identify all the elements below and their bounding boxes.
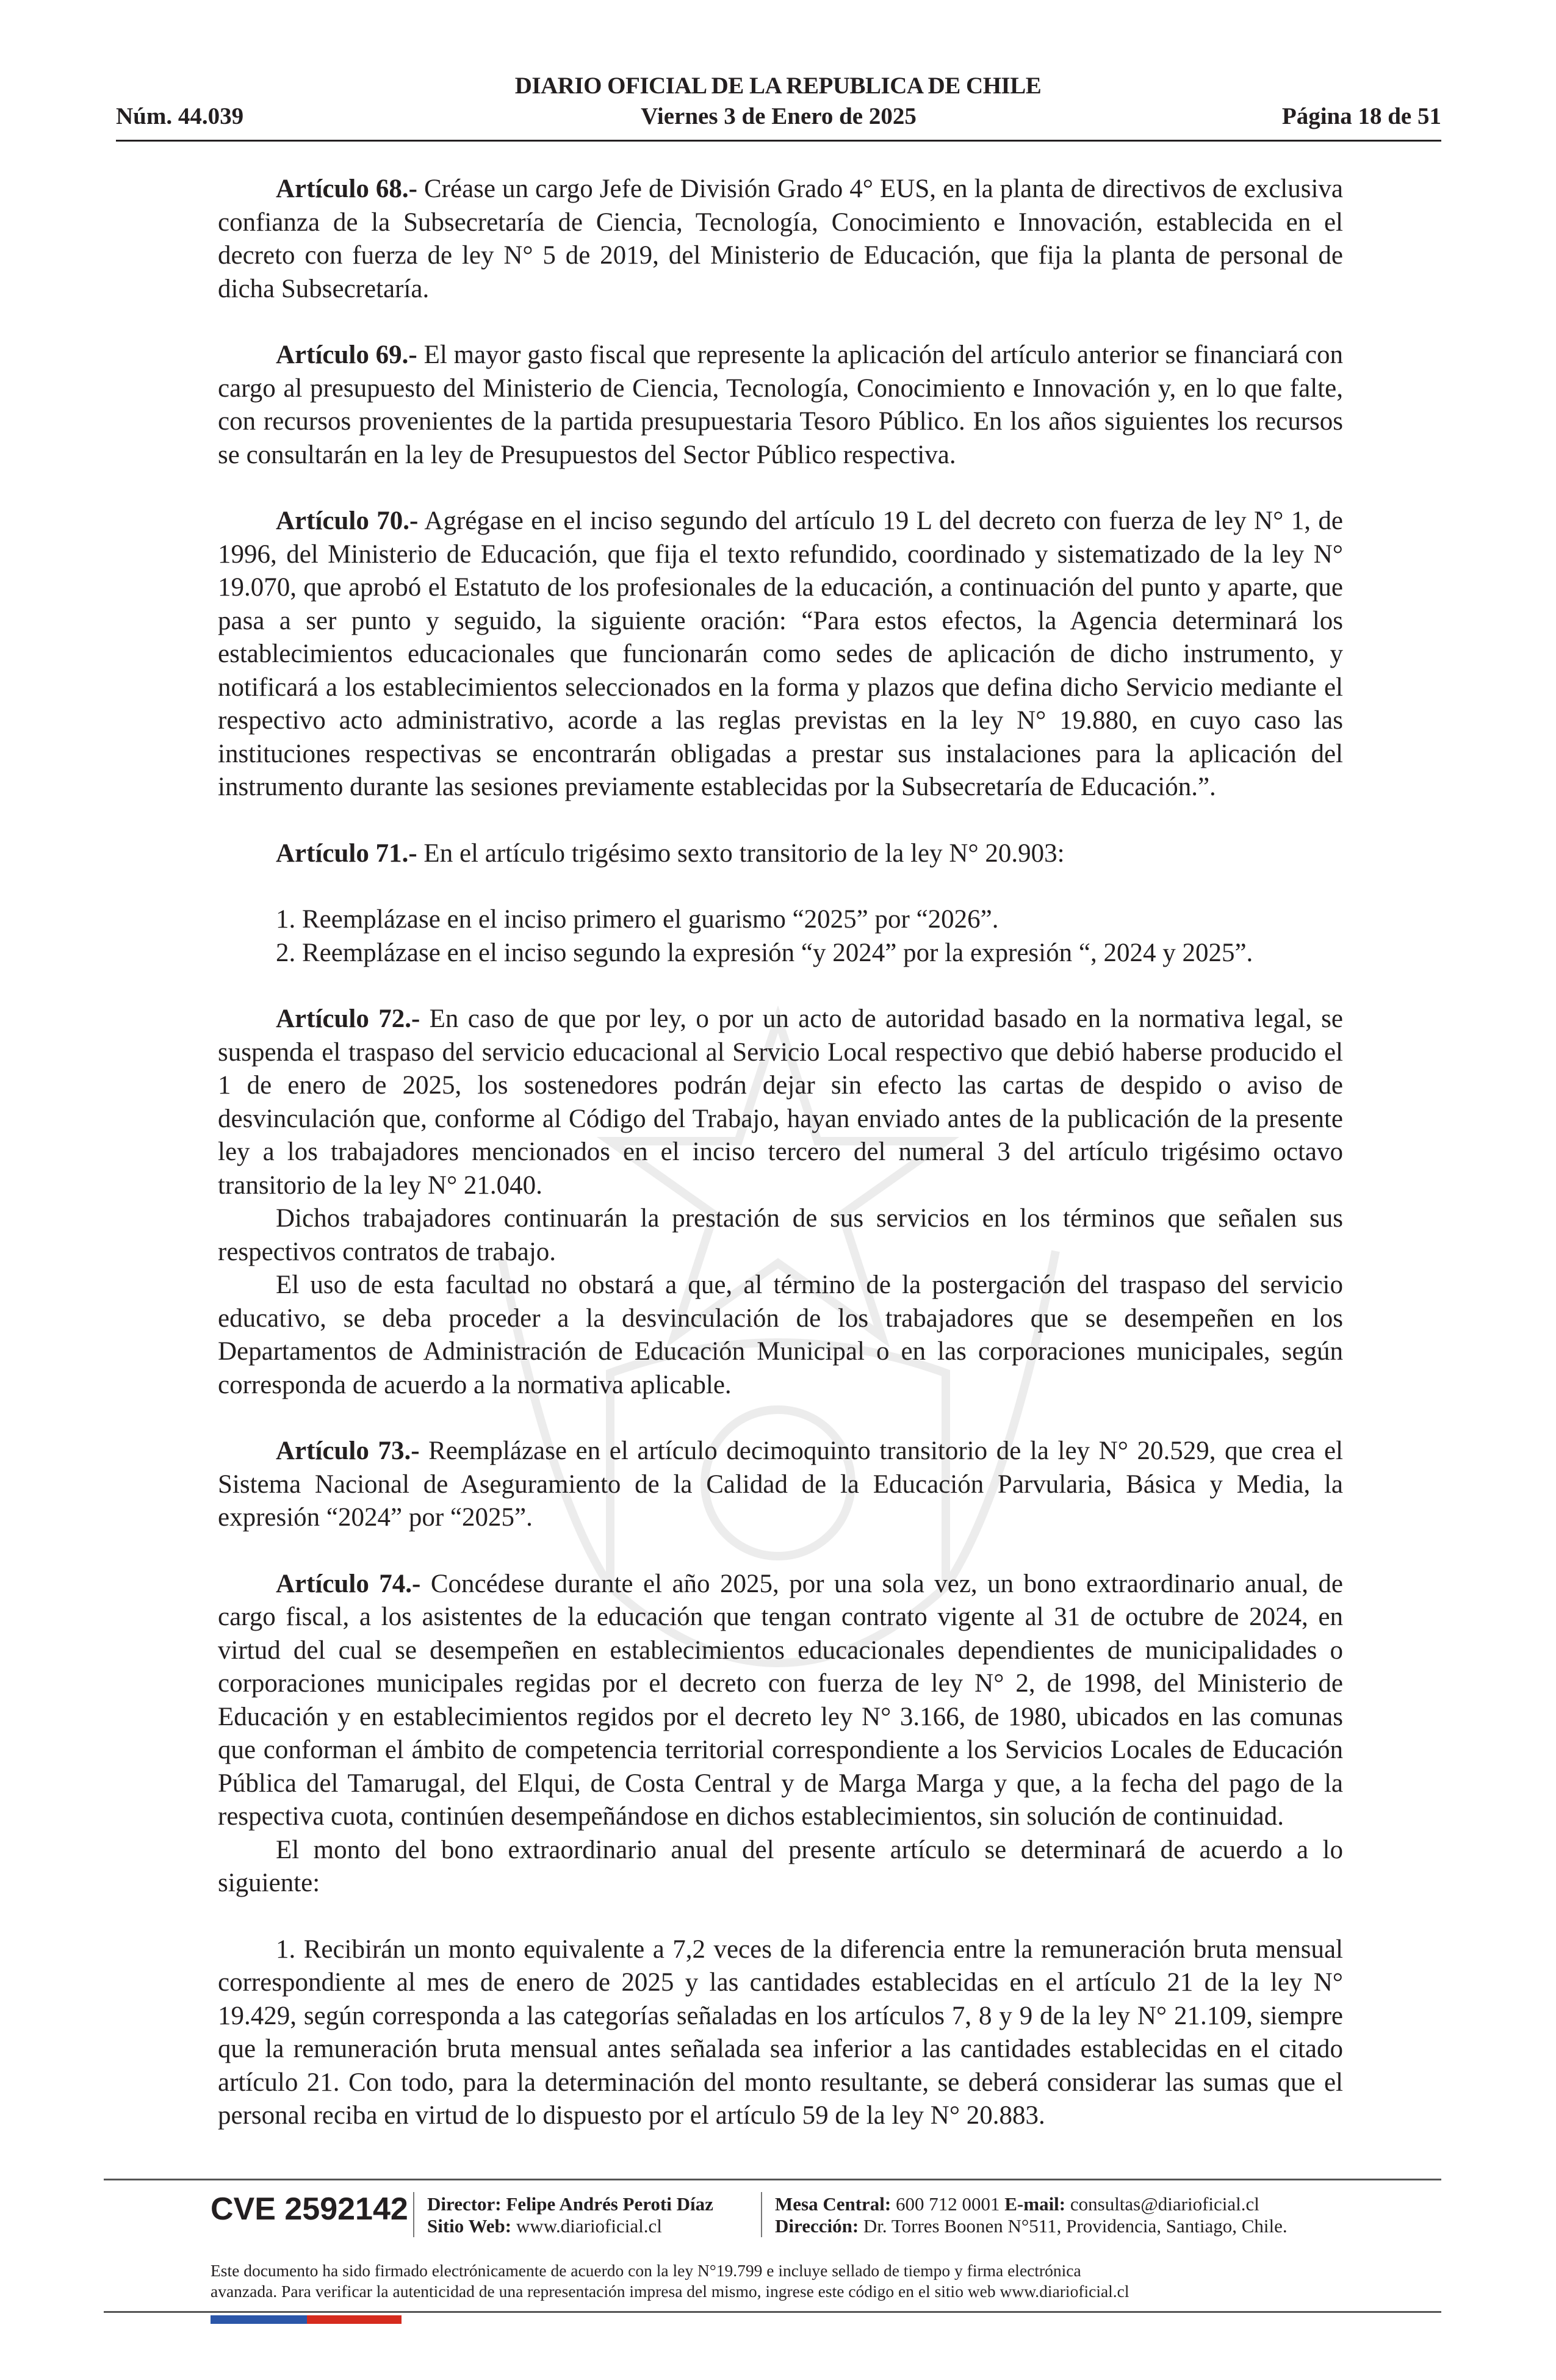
article-73	[218, 1435, 1343, 1535]
signature-note-line: Este documento ha sido firmado electrónicamente de acuerdo con la ley N°19.799 e incluye sellado de tiempo y firma electrónica	[211, 2261, 1081, 2280]
cve-code: CVE 2592142	[211, 2191, 408, 2227]
director-label: Director:	[427, 2193, 502, 2215]
list-item: 1. Reemplázase en el inciso primero el guarismo “2025” por “2026”.	[276, 905, 999, 934]
article-text: Agrégase en el inciso segundo del artículo 19 L del decreto con fuerza de ley N° 1, de 1996, del Ministerio de Educación, que fija el texto refundido, coordinado y sistematizado de la ley N° 19.070, que aprobó el Estatuto de los profesionales de la educación, a continuación del punto y aparte, que pasa a ser punto y seguido, la siguiente oración: “Para estos efectos, la Agencia determinará los establecimientos educacionales que funcionarán como sedes de aplicación de dicho instrumento, y notificará a los establecimientos seleccionados en la forma y plazos que defina dicho Servicio mediante el respectivo acto administrativo, acorde a las reglas previstas en la ley N° 19.880, en cuyo caso las instituciones respectivas se encontrarán obligadas a prestar sus instalaciones para la aplicación del instrumento durante las sesiones previamente establecidas por la Subsecretaría de Educación.”.	[218, 507, 1343, 801]
article-text: En el artículo trigésimo sexto transitorio de la ley N° 20.903:	[417, 838, 1065, 868]
email-label: E-mail:	[1004, 2193, 1066, 2215]
newspaper-title: DIARIO OFICIAL DE LA REPUBLICA DE CHILE	[514, 73, 1042, 99]
list-item: 2. Reemplázase en el inciso segundo la expresión “y 2024” por la expresión “, 2024 y 2025”.	[276, 938, 1253, 967]
site-link[interactable]: www.diarioficial.cl	[516, 2215, 662, 2237]
footer-contact-block	[775, 2193, 1288, 2237]
paragraph: El uso de esta facultad no obstará a que, al término de la postergación del traspaso del servicio educativo, se deba proceder a la desvinculación de los trabajadores que se desempeñen en los Departamentos de Administración de Educación Municipal o en las corporaciones municipales, según corresponda de acuerdo a la normativa aplicable.	[218, 1271, 1343, 1399]
article-text: El mayor gasto fiscal que represente la aplicación del artículo anterior se financiará con cargo al presupuesto del Ministerio de Ciencia, Tecnología, Conocimiento e Innovación y, en lo que falte, con recursos provenientes de la partida presupuestaria Tesoro Público. En los años siguientes los recursos se consultarán en la ley de Presupuestos del Sector Público respectiva.	[218, 341, 1343, 469]
article-title: Artículo 74.-	[276, 1569, 421, 1598]
article-title: Artículo 69.-	[276, 341, 417, 369]
article-69	[218, 339, 1343, 472]
footer-separator	[761, 2192, 762, 2237]
document-body	[218, 173, 1343, 2133]
article-title: Artículo 73.-	[276, 1437, 420, 1465]
article-title: Artículo 70.-	[276, 507, 419, 535]
article-title: Artículo 71.-	[276, 838, 417, 868]
article-72	[218, 1003, 1343, 1202]
mesa-phone: 600 712 0001	[896, 2193, 1000, 2215]
director-name: Felipe Andrés Peroti Díaz	[506, 2193, 713, 2215]
signature-note-line: avanzada. Para verificar la autenticidad de una representación impresa del mismo, ingrese este código en el sitio web www.diarioficial.cl	[211, 2282, 1129, 2301]
article-71	[218, 837, 1343, 871]
issue-number: Núm. 44.039	[116, 103, 244, 129]
article-text: En caso de que por ley, o por un acto de autoridad basado en la normativa legal, se suspenda el traspaso del servicio educacional al Servicio Local respectivo que debió haberse producido el 1 de enero de 2025, los sostenedores podrán dejar sin efecto las cartas de despido o aviso de desvinculación que, conforme al Código del Trabajo, hayan enviado antes de la publicación de la presente ley a los trabajadores mencionados en el inciso tercero del numeral 3 del artículo trigésimo octavo transitorio de la ley N° 21.040.	[218, 1004, 1343, 1200]
footer-divider-top	[104, 2179, 1441, 2180]
article-title: Artículo 68.-	[276, 175, 417, 203]
address-text: Dr. Torres Boonen N°511, Providencia, Santiago, Chile.	[863, 2215, 1288, 2237]
address-label: Dirección:	[775, 2215, 859, 2237]
page-number: Página 18 de 51	[1281, 103, 1441, 129]
paragraph: Dichos trabajadores continuarán la prestación de sus servicios en los términos que señalen sus respectivos contratos de trabajo.	[218, 1204, 1343, 1266]
flag-stripe-blue	[211, 2315, 307, 2324]
email-link[interactable]: consultas@diarioficial.cl	[1070, 2193, 1259, 2215]
header-row	[116, 103, 1441, 133]
article-74	[218, 1568, 1343, 1834]
list-item: 1. Recibirán un monto equivalente a 7,2 veces de la diferencia entre la remuneración bruta mensual correspondiente al mes de enero de 2025 y las cantidades establecidas en el artículo 21 de la ley N° 19.429, según corresponda a las categorías señaladas en los artículos 7, 8 y 9 de la ley N° 21.109, siempre que la remuneración bruta mensual antes señalada sea inferior a las cantidades establecidas en el citado artículo 21. Con todo, para la determinación del monto resultante, se deberá considerar las sumas que el personal reciba en virtud de lo dispuesto por el artículo 59 de la ley N° 20.883.	[218, 1935, 1343, 2130]
article-70	[218, 505, 1343, 804]
header-divider	[116, 140, 1441, 142]
signature-note	[211, 2260, 1339, 2302]
article-text: Créase un cargo Jefe de División Grado 4° EUS, en la planta de directivos de exclusiva confianza de la Subsecretaría de Ciencia, Tecnología, Conocimiento e Innovación, establecida en el decreto con fuerza de ley N° 5 de 2019, del Ministerio de Educación, que fija la planta de personal de dicha Subsecretaría.	[218, 175, 1343, 303]
paragraph: El monto del bono extraordinario anual del presente artículo se determinará de acuerdo a lo siguiente:	[218, 1835, 1343, 1897]
article-text: Reemplázase en el artículo decimoquinto transitorio de la ley N° 20.529, que crea el Sistema Nacional de Aseguramiento de la Calidad de la Educación Parvularia, Básica y Media, la expresión “2024” por “2025”.	[218, 1437, 1343, 1532]
footer-separator	[413, 2192, 414, 2237]
footer-director-block	[427, 2193, 713, 2237]
mesa-label: Mesa Central:	[775, 2193, 891, 2215]
footer-divider-bottom	[104, 2311, 1441, 2313]
article-text: Concédese durante el año 2025, por una sola vez, un bono extraordinario anual, de cargo fiscal, a los asistentes de la educación que tengan contrato vigente al 31 de octubre de 2024, en virtud del cual se desempeñen en establecimientos educacionales dependientes de municipalidades o corporaciones municipales regidas por el decreto con fuerza de ley N° 2, de 1998, del Ministerio de Educación y en establecimientos regidos por el decreto ley N° 3.166, de 1980, ubicados en las comunas que conforman el ámbito de competencia territorial correspondiente a los Servicios Locales de Educación Pública del Tamarugal, del Elqui, de Costa Central y de Marga Marga y que, a la fecha del pago de la respectiva cuota, continúen desempeñándose en dichos establecimientos, sin solución de continuidad.	[218, 1569, 1343, 1831]
article-68	[218, 173, 1343, 306]
article-title: Artículo 72.-	[276, 1004, 420, 1033]
site-label: Sitio Web:	[427, 2215, 512, 2237]
flag-stripe-red	[307, 2315, 402, 2324]
issue-date: Viernes 3 de Enero de 2025	[641, 103, 917, 129]
